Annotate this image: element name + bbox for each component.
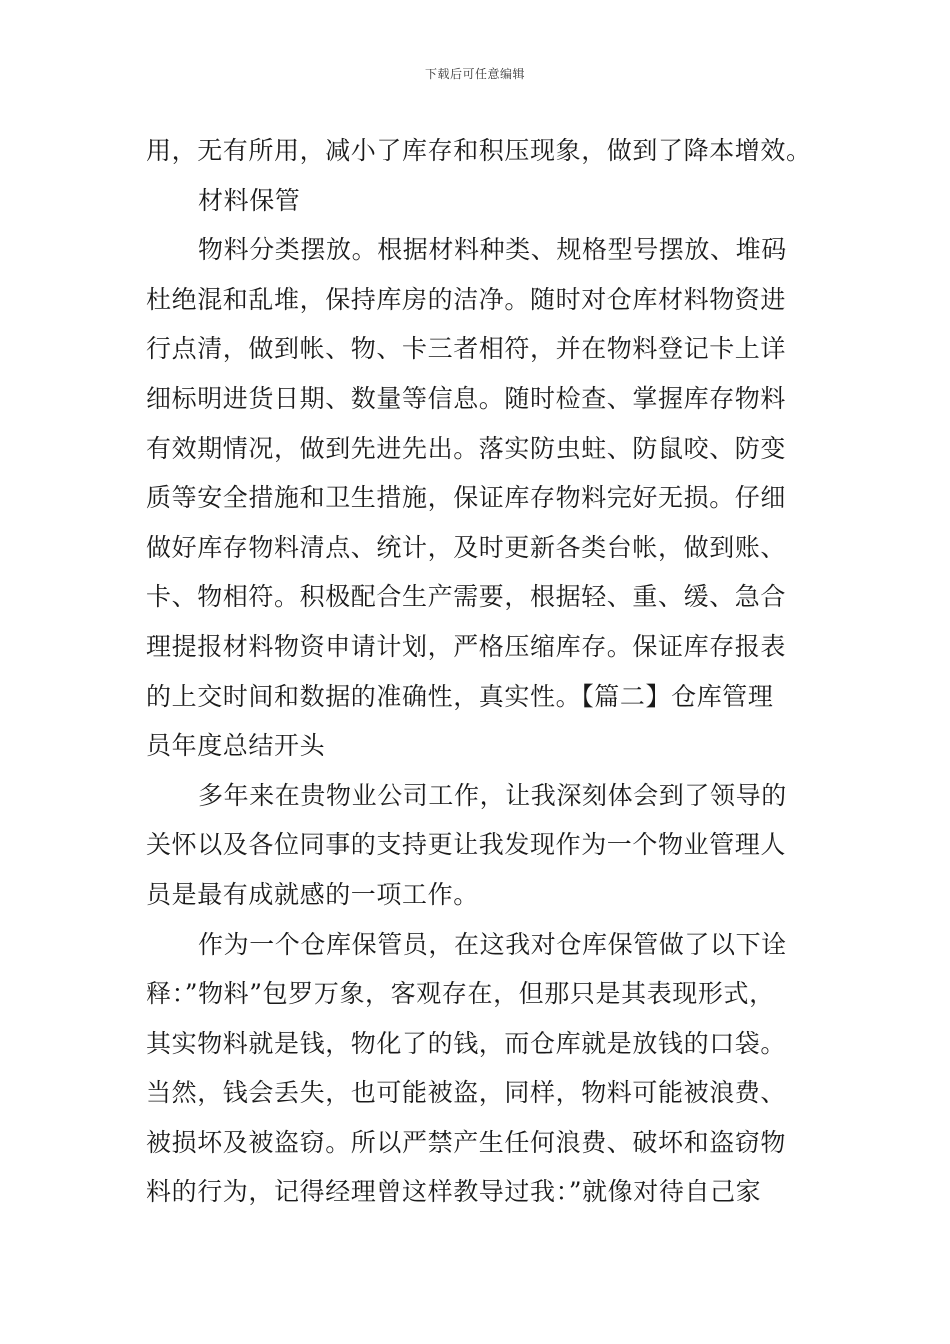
text-line: 员年度总结开头: [146, 731, 326, 761]
text-line: 用，无有所用，减小了库存和积压现象，做到了降本增效。: [146, 136, 812, 165]
text-line: 作为一个仓库保管员，在这我对仓库保管做了以下诠: [198, 929, 787, 959]
text-line: 杜绝混和乱堆，保持库房的洁净。随时对仓库材料物资进: [146, 284, 787, 314]
section-heading: 材料保管: [198, 185, 301, 215]
text-line: 有效期情况，做到先进先出。落实防虫蛀、防鼠咬、防变: [146, 433, 787, 463]
text-line: 做好库存物料清点、统计，及时更新各类台帐，做到账、: [146, 532, 787, 562]
text-line: 被损坏及被盗窃。所以严禁产生任何浪费、破坏和盗窃物: [146, 1127, 787, 1157]
text-line: 理提报材料物资申请计划，严格压缩库存。保证库存报表: [146, 631, 787, 661]
text-line: 质等安全措施和卫生措施，保证库存物料完好无损。仔细: [146, 483, 787, 513]
text-line: 其实物料就是钱，物化了的钱，而仓库就是放钱的口袋。: [146, 1028, 787, 1058]
text-line: 卡、物相符。积极配合生产需要，根据轻、重、缓、急合: [146, 582, 787, 612]
text-line: 细标明进货日期、数量等信息。随时检查、掌握库存物料: [146, 383, 787, 413]
text-line: 关怀以及各位同事的支持更让我发现作为一个物业管理人: [146, 830, 787, 860]
text-line: 释：”物料”包罗万象，客观存在，但那只是其表现形式，: [146, 979, 775, 1009]
text-line: 物料分类摆放。根据材料种类、规格型号摆放、堆码: [198, 235, 787, 265]
text-line: 的上交时间和数据的准确性，真实性。【篇二】仓库管理: [146, 681, 774, 711]
text-line: 料的行为，记得经理曾这样教导过我：”就像对待自己家: [146, 1177, 762, 1207]
text-line: 当然，钱会丢失，也可能被盗，同样，物料可能被浪费、: [146, 1078, 787, 1108]
page-header: 下载后可任意编辑: [424, 67, 525, 81]
text-line: 行点清，做到帐、物、卡三者相符，并在物料登记卡上详: [146, 334, 787, 364]
text-line: 多年来在贵物业公司工作，让我深刻体会到了领导的: [198, 780, 787, 810]
text-line: 员是最有成就感的一项工作。: [146, 879, 479, 909]
document-body: [146, 126, 826, 1217]
